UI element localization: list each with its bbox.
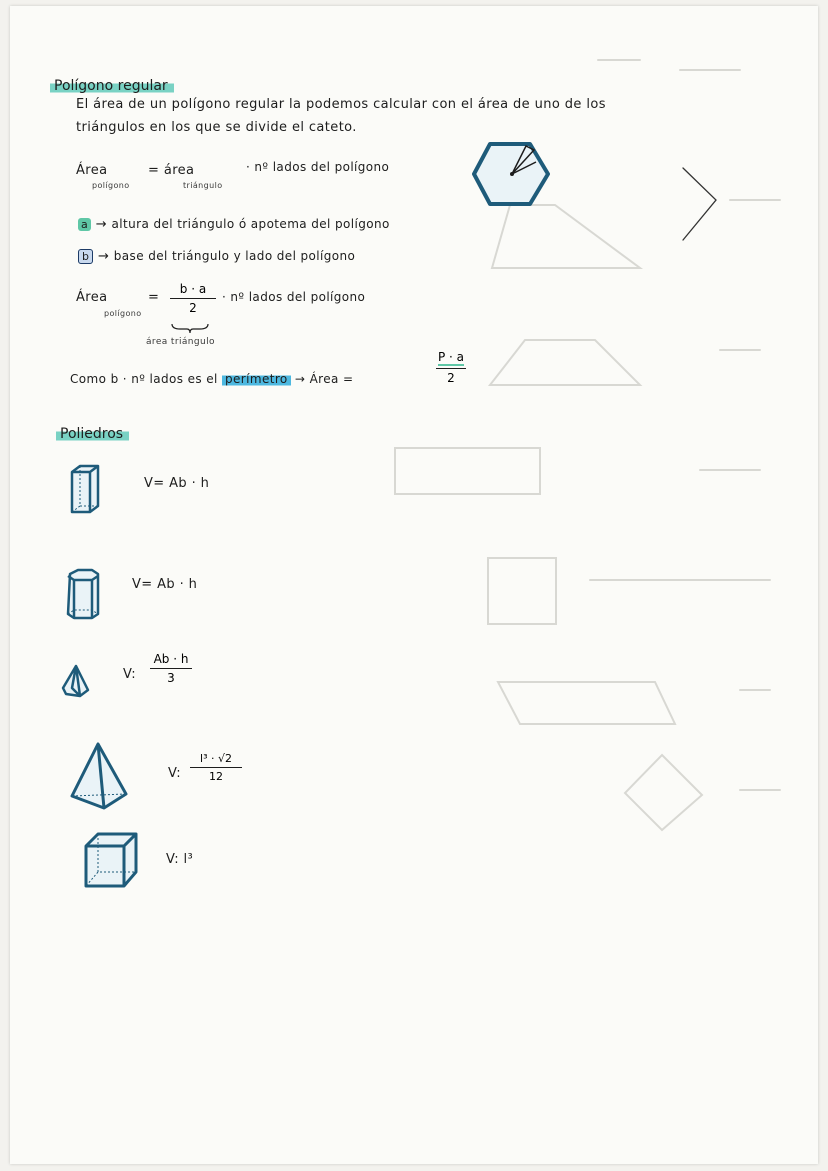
fraction-bar: [150, 668, 192, 669]
tetrahedron-denominator: 12: [209, 770, 223, 783]
formula2-area-subscript: polígono: [104, 309, 142, 318]
arrow-icon: →: [97, 249, 110, 264]
intro-text-line1: El área de un polígono regular la podemos calcular con el área de uno de los: [76, 97, 606, 112]
prism-volume: V= Ab · h: [144, 476, 210, 491]
formula1-area-subscript: polígono: [92, 181, 130, 190]
formula2-equals: =: [148, 290, 160, 305]
arrow-icon: →: [95, 217, 107, 232]
cube-volume: V: l³: [166, 852, 194, 867]
pyramid-icon: [60, 664, 92, 698]
hexagon-icon: [472, 140, 556, 208]
tetrahedron-volume-fraction: [190, 752, 242, 783]
conclusion-prefix: Como b · nº lados es el: [70, 372, 218, 386]
formula2-fraction: [170, 282, 216, 315]
formula2-brace-label: área triángulo: [146, 337, 215, 347]
fraction-bar: [436, 368, 466, 369]
definition-a-key: a: [78, 218, 91, 231]
conclusion-result: Área =: [309, 372, 354, 386]
definition-b-text: base del triángulo y lado del polígono: [113, 249, 356, 263]
fraction-bar: [190, 767, 242, 768]
conclusion-numerator: P · a: [437, 350, 465, 364]
formula2-area: Área: [76, 290, 108, 305]
formula1-sides: · nº lados del polígono: [246, 160, 390, 174]
definition-b: [78, 249, 355, 264]
pyramid-denominator: 3: [167, 671, 175, 685]
definition-a: [78, 217, 390, 232]
conclusion-denominator: 2: [447, 371, 455, 385]
definition-a-text: altura del triángulo ó apotema del polígono: [111, 217, 390, 231]
fraction-bar: [170, 298, 216, 299]
tetrahedron-icon: [68, 740, 130, 812]
section-heading-regular-polygon: Polígono regular: [50, 78, 174, 94]
section-heading-polyhedra: Poliedros: [56, 426, 129, 442]
prism-icon: [68, 462, 102, 516]
cube-icon: [84, 832, 140, 890]
pyramid-volume-fraction: [150, 652, 192, 685]
formula2-sides: · nº lados del polígono: [222, 290, 366, 304]
conclusion-fraction: [436, 350, 466, 385]
underbrace-icon: [170, 322, 210, 334]
formula2-denominator: 2: [189, 301, 197, 315]
pyramid-volume-prefix: V:: [123, 667, 137, 682]
arrow-icon: →: [294, 372, 306, 386]
hexagonal-prism-volume: V= Ab · h: [132, 577, 198, 592]
formula2-numerator: b · a: [179, 282, 207, 296]
formula1-triangle-subscript: triángulo: [183, 181, 223, 190]
formula1-area: Área: [76, 163, 108, 178]
conclusion-text: [70, 372, 353, 386]
formula1-equals-area: = área: [148, 163, 195, 178]
perimeter-highlight: perímetro: [222, 372, 291, 386]
tetrahedron-numerator: l³ · √2: [200, 752, 232, 765]
hexagonal-prism-icon: [64, 568, 102, 620]
pyramid-numerator: Ab · h: [153, 652, 189, 666]
tetrahedron-volume-prefix: V:: [168, 766, 182, 781]
definition-b-key: b: [78, 249, 93, 264]
intro-text-line2: triángulos en los que se divide el cateto.: [76, 120, 357, 135]
